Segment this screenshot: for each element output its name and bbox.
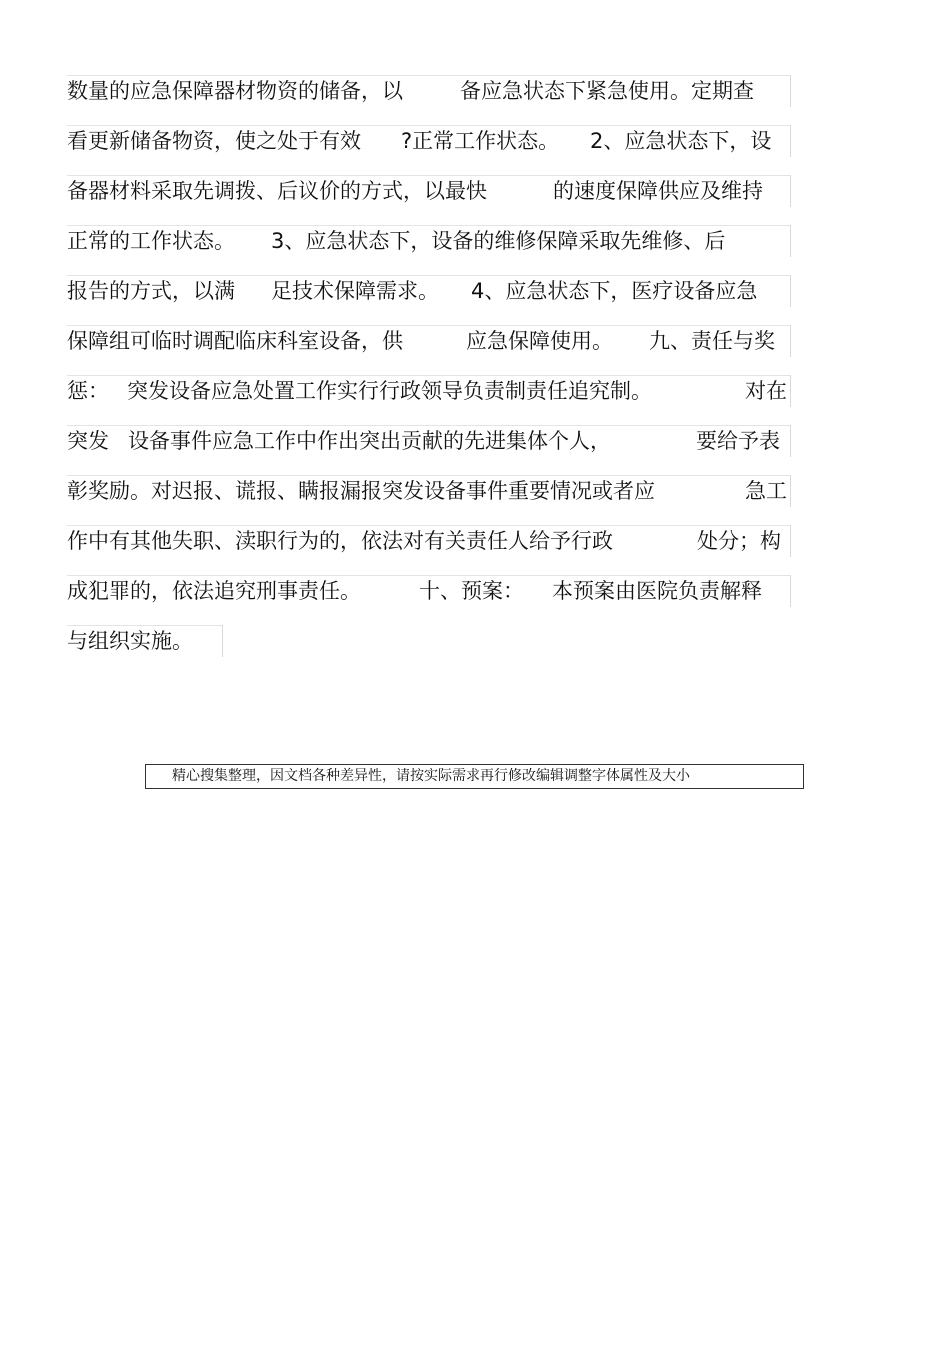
text-segment: 的速度保障供应及维持 (553, 179, 763, 203)
text-line (67, 225, 791, 257)
text-segment: 突发设备应急处置工作实行行政领导负责制责任追究制。 (127, 379, 652, 403)
text-segment: 备应急状态下紧急使用。定期查 (460, 79, 754, 103)
text-segment: 急工 (745, 479, 787, 503)
text-segment: ?正常工作状态。 (401, 129, 560, 153)
text-segment: 3、应急状态下，设备的维修保障采取先维修、后 (271, 229, 726, 253)
text-segment: 4、应急状态下，医疗设备应急 (471, 279, 758, 303)
text-segment: 备器材料采取先调拨、后议价的方式，以最快 (67, 179, 487, 203)
text-segment: 看更新储备物资，使之处于有效 (67, 129, 361, 153)
text-segment: 成犯罪的，依法追究刑事责任。 (67, 579, 361, 603)
text-segment: 设备事件应急工作中作出突出贡献的先进集体个人， (128, 429, 611, 453)
text-line (67, 175, 791, 207)
text-segment: 本预案由医院负责解释 (552, 579, 762, 603)
text-line (67, 425, 791, 457)
text-segment: 要给予表 (696, 429, 780, 453)
text-segment: 2、应急状态下，设 (590, 129, 772, 153)
text-segment: 惩： (67, 379, 109, 403)
text-segment: 应急保障使用。 (466, 329, 613, 353)
text-line (67, 275, 791, 307)
text-segment: 处分；构 (697, 529, 781, 553)
text-segment: 突发 (67, 429, 109, 453)
text-segment: 报告的方式，以满 (67, 279, 235, 303)
text-line (67, 125, 791, 157)
text-segment: 对在 (745, 379, 787, 403)
text-segment: 九、责任与奖 (649, 329, 775, 353)
footer-note: 精心搜集整理，因文档各种差异性，请按实际需求再行修改编辑调整字体属性及大小 (172, 768, 690, 784)
text-line (67, 625, 223, 657)
text-segment: 作中有其他失职、渎职行为的，依法对有关责任人给予行政 (67, 529, 613, 553)
text-segment: 与组织实施。 (67, 629, 193, 653)
text-line (67, 375, 791, 407)
text-line (67, 75, 791, 107)
text-segment: 彰奖励。对迟报、谎报、瞒报漏报突发设备事件重要情况或者应 (67, 479, 655, 503)
text-line (67, 525, 791, 557)
text-segment: 正常的工作状态。 (67, 229, 235, 253)
text-segment: 保障组可临时调配临床科室设备，供 (67, 329, 403, 353)
footer-note-box (145, 764, 804, 789)
text-line (67, 575, 791, 607)
text-segment: 足技术保障需求。 (271, 279, 439, 303)
text-line (67, 325, 791, 357)
text-line (67, 475, 791, 507)
text-segment: 数量的应急保障器材物资的储备，以 (67, 79, 403, 103)
text-segment: 十、预案： (419, 579, 524, 603)
